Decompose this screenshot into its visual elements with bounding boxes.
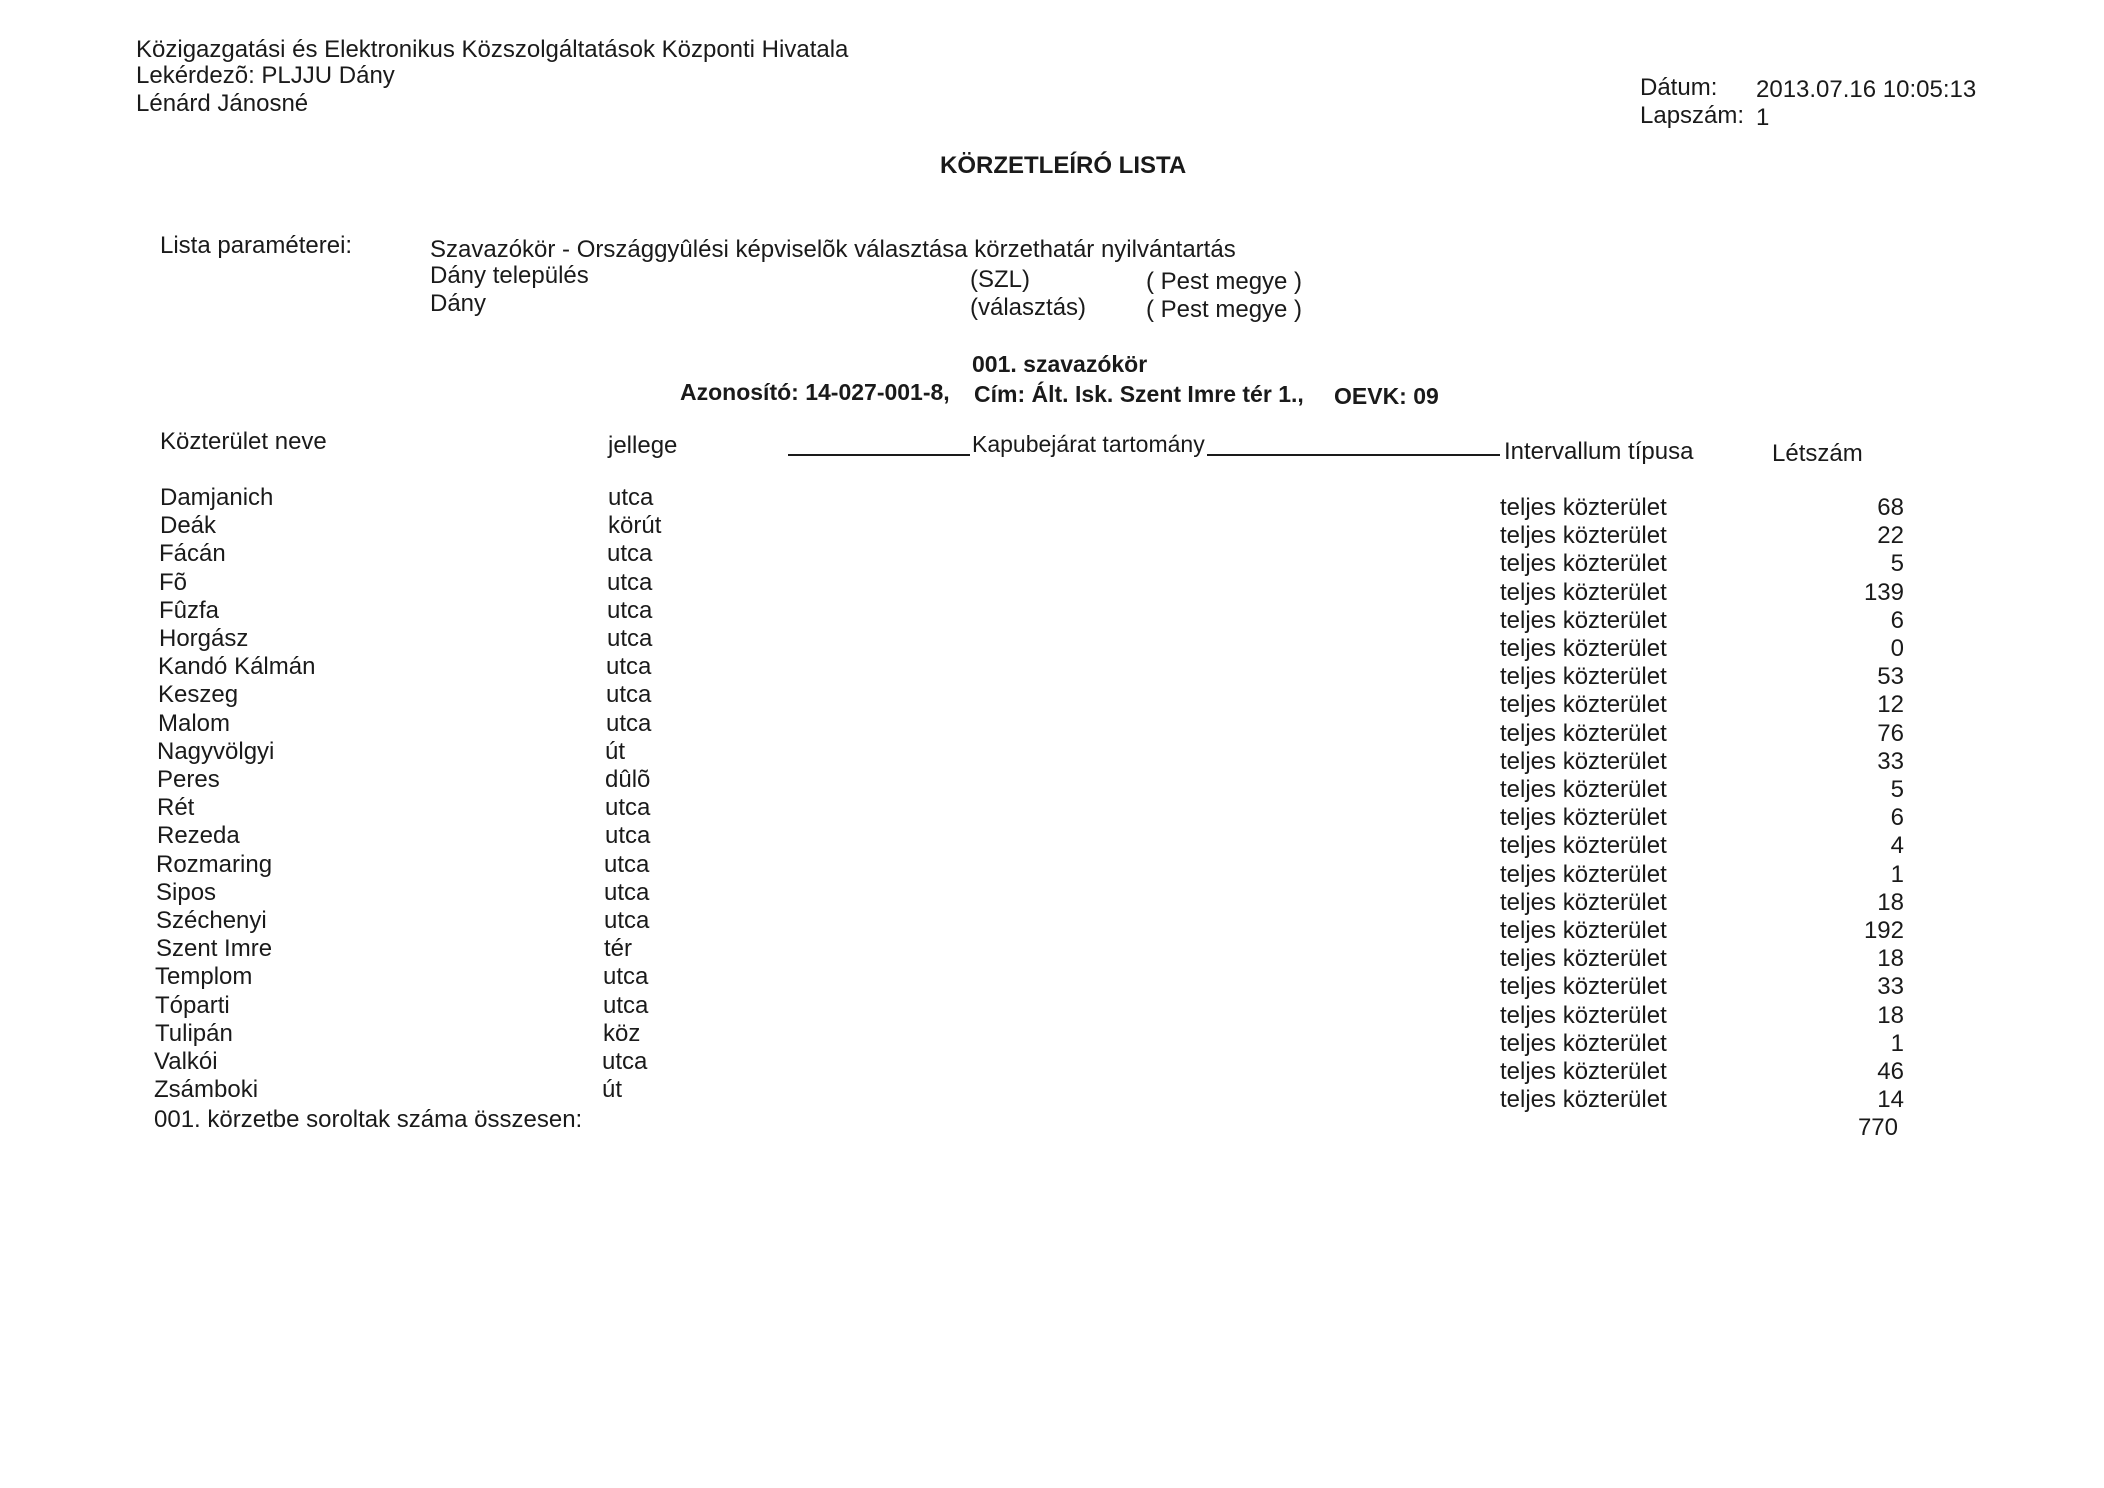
params-line1: Szavazókör - Országgyûlési képviselõk választása körzethatár nyilvántartás (430, 236, 1236, 263)
interval-type: teljes közterület (1500, 522, 1667, 550)
street-type: utca (603, 991, 649, 1019)
street-type: utca (606, 653, 652, 681)
street-type: utca (604, 907, 650, 934)
street-type: köz (603, 1019, 641, 1047)
street-name: Rezeda (157, 822, 240, 850)
interval-type: teljes közterület (1500, 691, 1667, 719)
street-type: utca (603, 963, 649, 991)
col-header-interval: Intervallum típusa (1504, 438, 1694, 465)
interval-type: teljes közterület (1500, 945, 1667, 973)
resident-count: 53 (1877, 663, 1904, 691)
street-name: Deák (160, 512, 217, 540)
street-type: utca (605, 794, 651, 822)
interval-type: teljes közterület (1500, 578, 1667, 606)
interval-type: teljes közterület (1500, 606, 1667, 634)
table-row (0, 540, 2104, 578)
resident-count: 22 (1877, 522, 1904, 550)
interval-type: teljes közterület (1500, 860, 1667, 888)
table-row (0, 596, 2104, 634)
street-name: Zsámboki (154, 1076, 259, 1104)
street-name: Rét (157, 794, 195, 822)
resident-count: 0 (1890, 635, 1904, 662)
street-type: út (605, 737, 626, 765)
district-oevk: OEVK: 09 (1334, 383, 1439, 409)
interval-type: teljes közterület (1500, 1001, 1667, 1029)
table-row (0, 850, 2104, 888)
street-type: utca (607, 568, 653, 596)
page-title: KÖRZETLEÍRÓ LISTA (940, 152, 1187, 179)
street-type: utca (605, 822, 651, 850)
resident-count: 12 (1877, 691, 1904, 719)
table-row (0, 766, 2104, 803)
street-type: körút (608, 512, 662, 540)
street-name: Damjanich (160, 484, 274, 511)
interval-type: teljes közterület (1500, 1086, 1667, 1114)
street-name: Keszeg (158, 681, 239, 709)
interval-type: teljes közterület (1500, 1029, 1667, 1057)
col-header-range: Kapubejárat tartomány (972, 431, 1205, 457)
interval-type: teljes közterület (1500, 973, 1667, 1001)
params-settlement: Dány település (430, 262, 589, 289)
street-name: Fácán (159, 540, 226, 568)
table-row (0, 1076, 2104, 1114)
street-type: dûlõ (605, 766, 651, 793)
agency-name: Közigazgatási és Elektronikus Közszolgáltatások Központi Hivatala (136, 36, 849, 63)
street-name: Rozmaring (156, 850, 273, 878)
street-type: utca (606, 681, 652, 709)
street-name: Fõ (159, 568, 188, 596)
street-type: utca (608, 484, 654, 511)
interval-type: teljes közterület (1500, 1058, 1667, 1085)
col-header-count: Létszám (1772, 440, 1863, 467)
street-type: utca (607, 540, 653, 568)
date-value: 2013.07.16 10:05:13 (1756, 76, 1977, 103)
table-row (0, 878, 2104, 916)
resident-count: 192 (1863, 917, 1904, 944)
resident-count: 68 (1877, 494, 1904, 521)
params-election-code: (választás) (970, 294, 1087, 321)
street-name: Kandó Kálmán (158, 653, 316, 681)
street-name: Peres (157, 766, 220, 793)
col-header-name: Közterület neve (160, 428, 327, 455)
requester: Lekérdezõ: PLJJU Dány (136, 62, 395, 89)
resident-count: 4 (1890, 832, 1904, 860)
summary-label: 001. körzetbe soroltak száma összesen: (154, 1106, 583, 1133)
table-row (0, 822, 2104, 860)
page-label: Lapszám: (1640, 102, 1745, 129)
street-name: Fûzfa (159, 596, 220, 624)
page-value: 1 (1756, 104, 1770, 131)
resident-count: 18 (1877, 1001, 1904, 1029)
street-type: utca (607, 625, 653, 652)
interval-type: teljes közterület (1500, 776, 1667, 803)
table-row (0, 737, 2104, 775)
street-name: Horgász (159, 625, 249, 652)
table-row (0, 653, 2104, 691)
table-row (0, 484, 2104, 521)
street-name: Valkói (154, 1048, 218, 1075)
table-row (0, 512, 2104, 550)
district-id: Azonosító: 14-027-001-8, (680, 379, 950, 405)
resident-count: 1 (1890, 1029, 1904, 1057)
street-type: utca (604, 878, 650, 906)
table-row (0, 625, 2104, 662)
resident-count: 33 (1877, 747, 1904, 775)
resident-count: 14 (1877, 1086, 1904, 1114)
street-name: Templom (155, 963, 253, 991)
street-name: Malom (158, 709, 231, 737)
resident-count: 18 (1877, 945, 1904, 973)
interval-type: teljes közterület (1500, 917, 1667, 944)
operator-name: Lénárd Jánosné (136, 90, 309, 117)
district-title: 001. szavazókör (972, 351, 1148, 377)
street-type: út (602, 1076, 623, 1104)
interval-type: teljes közterület (1500, 747, 1667, 775)
table-row (0, 681, 2104, 719)
resident-count: 1 (1890, 860, 1904, 888)
street-type: utca (607, 596, 653, 624)
street-name: Nagyvölgyi (157, 737, 275, 765)
street-name: Tulipán (155, 1019, 233, 1047)
street-name: Szent Imre (156, 935, 273, 963)
street-name: Tóparti (155, 991, 230, 1019)
resident-count: 76 (1877, 719, 1904, 747)
interval-type: teljes közterület (1500, 494, 1667, 521)
interval-type: teljes közterület (1500, 663, 1667, 691)
col-header-type: jellege (608, 432, 678, 459)
interval-type: teljes közterület (1500, 719, 1667, 747)
street-name: Sipos (156, 878, 217, 906)
resident-count: 139 (1863, 578, 1904, 606)
params-label: Lista paraméterei: (160, 232, 353, 259)
resident-count: 18 (1877, 888, 1904, 916)
interval-type: teljes közterület (1500, 635, 1667, 662)
table-row (0, 1048, 2104, 1085)
params-settlement-code: (SZL) (970, 266, 1030, 293)
summary-total: 770 (1857, 1114, 1898, 1141)
params-election: Dány (430, 290, 487, 317)
table-row (0, 709, 2104, 747)
table-row (0, 907, 2104, 944)
district-address: Cím: Ált. Isk. Szent Imre tér 1., (974, 381, 1304, 407)
table-row (0, 1019, 2104, 1057)
interval-type: teljes közterület (1500, 550, 1667, 578)
params-settlement-county: ( Pest megye ) (1146, 268, 1303, 295)
resident-count: 5 (1890, 550, 1904, 578)
table-row (0, 991, 2104, 1029)
table-row (0, 794, 2104, 832)
params-election-county: ( Pest megye ) (1146, 296, 1303, 323)
table-row (0, 963, 2104, 1001)
resident-count: 6 (1890, 804, 1904, 832)
street-name: Széchenyi (156, 907, 267, 934)
resident-count: 6 (1890, 606, 1904, 634)
table-row (0, 935, 2104, 973)
resident-count: 46 (1877, 1058, 1904, 1085)
street-type: utca (602, 1048, 648, 1075)
street-type: utca (606, 709, 652, 737)
interval-type: teljes közterület (1500, 832, 1667, 860)
resident-count: 5 (1890, 776, 1904, 803)
interval-type: teljes közterület (1500, 888, 1667, 916)
interval-type: teljes közterület (1500, 804, 1667, 832)
street-type: utca (604, 850, 650, 878)
resident-count: 33 (1877, 973, 1904, 1001)
table-row (0, 568, 2104, 606)
street-type: tér (604, 935, 633, 963)
date-label: Dátum: (1640, 74, 1718, 101)
